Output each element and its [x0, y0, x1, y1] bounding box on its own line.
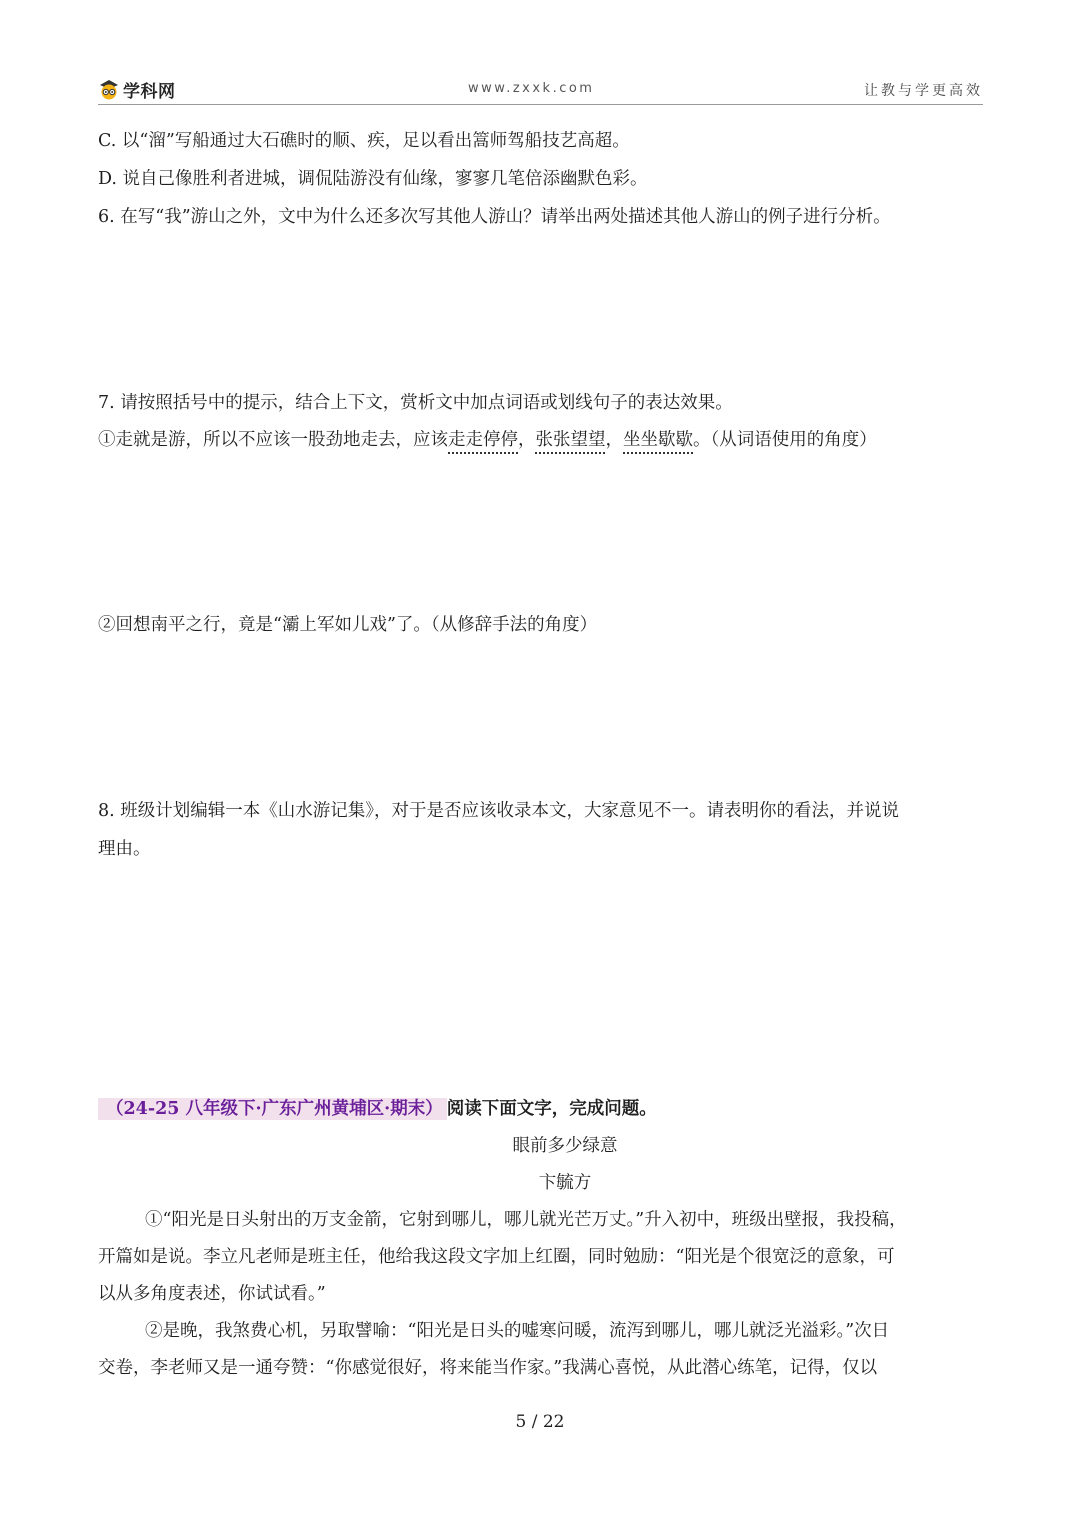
- page-header: [98, 76, 983, 105]
- reading-header: [98, 1096, 657, 1122]
- source-tag: （24-25 八年级下·广东广州黄埔区·期末）: [98, 1098, 447, 1120]
- dotted-word-1: 走走停停: [448, 430, 518, 450]
- paragraph-1-line-3: 以从多角度表述，你试试看。”: [98, 1284, 326, 1304]
- site-slogan: 让教与学更高效: [864, 83, 983, 99]
- logo-text: 学科网: [123, 81, 176, 102]
- question-6: 6. 在写“我”游山之外，文中为什么还多次写其他人游山？请举出两处描述其他人游山的例子进行分析。: [98, 207, 891, 227]
- paragraph-2-line-2: 交卷，李老师又是一通夸赞：“你感觉很好，将来能当作家。”我满心喜悦，从此潜心练笔，记得，仅以: [98, 1358, 878, 1378]
- option-c: C. 以“溜”写船通过大石礁时的顺、疾，足以看出篙师驾船技艺高超。: [98, 131, 630, 151]
- paragraph-1-line-2: 开篇如是说。李立凡老师是班主任，他给我这段文字加上红圈，同时勉励：“阳光是个很宽泛的意象，可: [98, 1247, 895, 1267]
- site-logo[interactable]: [98, 78, 176, 100]
- question-8-line-2: 理由。: [98, 839, 151, 859]
- q7-1-text-pre: ①走就是游，所以不应该一股劲地走去，应该: [98, 430, 448, 450]
- q7-1-separator-2: ，: [605, 430, 623, 450]
- q7-1-text-post: 。（从词语使用的角度）: [693, 430, 877, 450]
- q7-1-separator-1: ，: [518, 430, 536, 450]
- site-url[interactable]: www.zxxk.com: [468, 81, 595, 96]
- option-d: D. 说自己像胜利者进城，调侃陆游没有仙缘，寥寥几笔倍添幽默色彩。: [98, 169, 648, 189]
- article-author: 卞毓方: [538, 1173, 592, 1193]
- question-7-part-1: [98, 427, 877, 453]
- dotted-word-2: 张张望望: [535, 430, 606, 450]
- reading-instruction: 阅读下面文字，完成问题。: [446, 1099, 657, 1119]
- page-number: 5 / 22: [515, 1412, 565, 1432]
- article-title: 眼前多少绿意: [512, 1136, 618, 1156]
- question-7-part-2: ②回想南平之行，竟是“灞上军如儿戏”了。（从修辞手法的角度）: [98, 615, 598, 635]
- owl-logo-icon: [98, 78, 120, 100]
- paragraph-2-line-1: ②是晚，我煞费心机，另取譬喻：“阳光是日头的嘘寒问暖，流泻到哪儿，哪儿就泛光溢彩。”次日: [145, 1321, 890, 1341]
- paragraph-1-line-1: ①“阳光是日头射出的万支金箭，它射到哪儿，哪儿就光芒万丈。”升入初中，班级出壁报，我投稿，: [145, 1210, 907, 1230]
- dotted-word-3: 坐坐歇歇: [623, 430, 693, 450]
- question-7: 7. 请按照括号中的提示，结合上下文，赏析文中加点词语或划线句子的表达效果。: [98, 393, 733, 413]
- question-8-line-1: 8. 班级计划编辑一本《山水游记集》，对于是否应该收录本文，大家意见不一。请表明你的看法，并说说: [98, 801, 900, 821]
